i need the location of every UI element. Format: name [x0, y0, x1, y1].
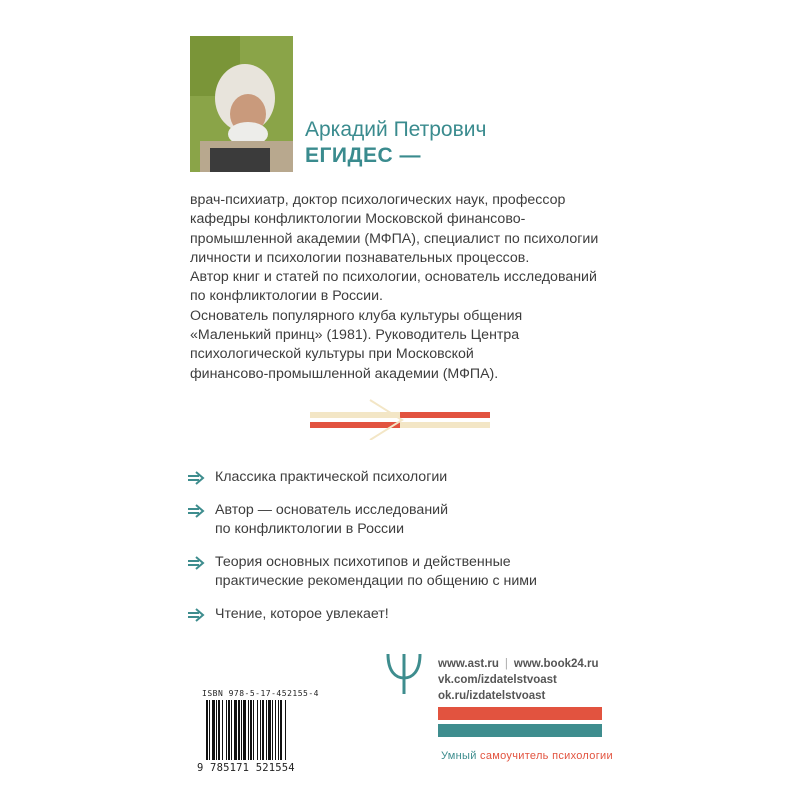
series-part-highlight: психологии — [548, 750, 613, 762]
barcode-bar — [238, 700, 240, 760]
barcode-bar — [253, 700, 254, 760]
feature-item — [187, 501, 627, 540]
bio-line: врач-психиатр, доктор психологических наук, профессор — [190, 192, 566, 208]
feature-text: по конфликтологии в России — [215, 521, 404, 537]
barcode-bar — [231, 700, 232, 760]
link-vk[interactable]: vk.com/izdatelstvoast — [438, 674, 557, 686]
barcode-bar — [262, 700, 264, 760]
feature-item — [187, 553, 627, 592]
barcode-bar — [216, 700, 217, 760]
barcode-bar — [275, 700, 276, 760]
feature-text: практические рекомендации по общению с ними — [215, 573, 537, 589]
red-stripe — [438, 707, 602, 720]
author-first-names: Аркадий Петрович — [305, 118, 487, 141]
bio-line: «Маленький принц» (1981). Руководитель Центра — [190, 327, 520, 344]
barcode-bar — [266, 700, 267, 760]
feature-item — [187, 605, 627, 625]
feature-list — [187, 468, 627, 637]
link-separator: | — [504, 658, 508, 670]
feature-text: Теория основных психотипов и действенные — [215, 553, 511, 570]
isbn-label: ISBN 978-5-17-452155-4 — [202, 689, 319, 698]
series-title — [441, 750, 613, 762]
barcode-bar — [280, 700, 282, 760]
author-photo — [190, 36, 293, 172]
feature-text: Классика практической психологии — [215, 469, 448, 485]
barcode-bar — [243, 700, 246, 760]
barcode-bar — [226, 700, 227, 760]
bio-line: кафедры конфликтологии Московской финансово- — [190, 211, 526, 228]
barcode-bar — [248, 700, 249, 760]
arrow-icon — [187, 504, 205, 518]
barcode-digits: 9 785171 521554 — [197, 762, 295, 774]
decorative-divider — [310, 398, 490, 440]
barcode-bar — [222, 700, 223, 760]
barcode-bar — [234, 700, 237, 760]
bio-line: личности и психологии познавательных процессов. — [190, 249, 530, 266]
barcode — [206, 700, 314, 760]
barcode-bar — [206, 700, 208, 760]
barcode-bar — [285, 700, 286, 760]
publisher-psi-logo-icon — [384, 650, 424, 696]
link-book24[interactable]: www.book24.ru — [513, 658, 599, 670]
barcode-bar — [241, 700, 242, 760]
barcode-bar — [260, 700, 261, 760]
arrow-icon — [187, 471, 205, 485]
bio-line: Автор книг и статей по психологии, основатель исследований — [190, 269, 597, 286]
publisher-links — [438, 656, 598, 704]
feature-text: Чтение, которое увлекает! — [215, 605, 389, 622]
author-bio — [190, 191, 630, 384]
bio-line: Основатель популярного клуба культуры общения — [190, 307, 523, 324]
series-part: Умный — [441, 750, 481, 762]
arrow-icon — [187, 556, 205, 570]
barcode-bar — [212, 700, 215, 760]
link-ok[interactable]: ok.ru/izdatelstvoast — [438, 690, 546, 702]
series-part-highlight: самоучитель — [480, 750, 549, 762]
barcode-bar — [272, 700, 273, 760]
bio-line: промышленной академии (МФПА), специалист по психологии — [190, 230, 599, 247]
feature-item — [187, 468, 627, 488]
bio-line: по конфликтологии в России. — [190, 288, 383, 305]
barcode-bar — [209, 700, 210, 760]
author-surname: ЕГИДЕС — — [305, 144, 421, 167]
link-ast[interactable]: www.ast.ru — [438, 658, 499, 670]
barcode-bar — [228, 700, 230, 760]
feature-text: Автор — основатель исследований — [215, 501, 449, 518]
barcode-bar — [250, 700, 252, 760]
arrow-icon — [187, 608, 205, 622]
barcode-bar — [278, 700, 279, 760]
bio-line: психологической культуры при Московской — [190, 346, 474, 363]
teal-stripe — [438, 724, 602, 737]
barcode-bar — [218, 700, 220, 760]
author-name — [305, 117, 486, 169]
barcode-bar — [268, 700, 271, 760]
barcode-bar — [257, 700, 258, 760]
bio-line: финансово-промышленной академии (МФПА). — [190, 365, 499, 382]
